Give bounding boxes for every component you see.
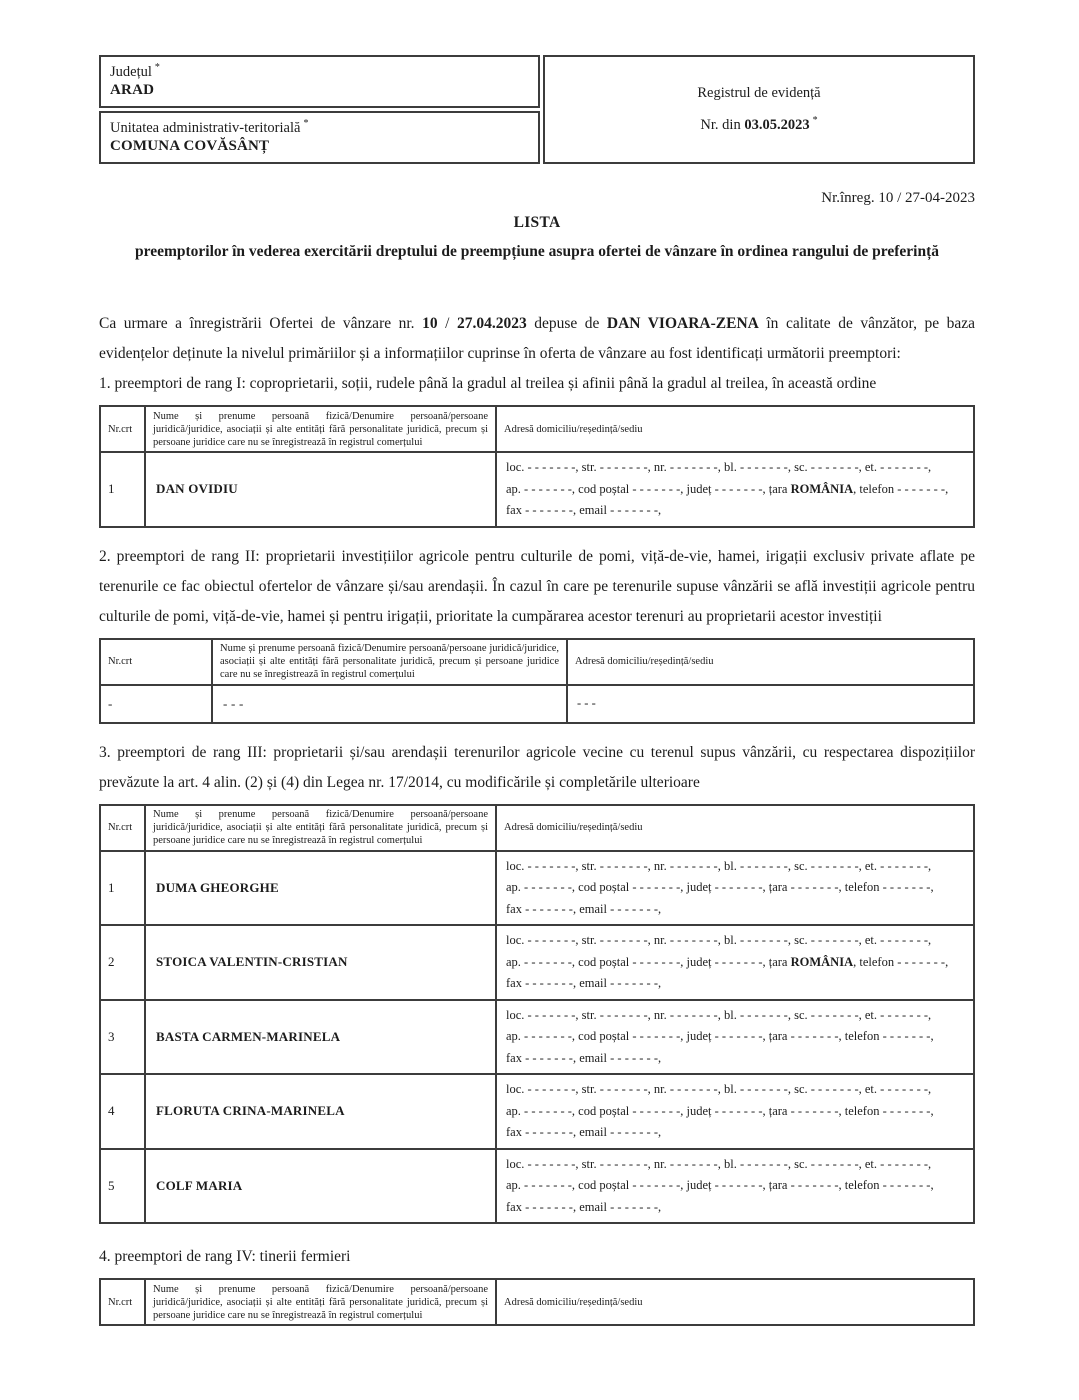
header-boxes xyxy=(99,55,975,164)
row-number-cell: 3 xyxy=(100,1000,145,1075)
table-header-row xyxy=(100,406,974,452)
column-header-name: Nume și prenume persoană fizică/Denumire persoană/persoane juridică/juridice, asociații și alte entități fără personalitate juridică, precum și persoane juridice care nu se înregistrează în registrul comerțului xyxy=(145,1279,496,1325)
table-row xyxy=(100,685,974,723)
address-cell xyxy=(496,925,974,1000)
intro-paragraph xyxy=(99,309,975,369)
row-number-cell: 1 xyxy=(100,452,145,527)
address-line1: loc. - - - - - - -, str. - - - - - - -, nr. - - - - - - -, bl. - - - - - - -, sc. - - - - - - -, et. - - - - - - -, xyxy=(506,460,932,474)
registry-box xyxy=(543,55,975,164)
registry-prefix: Nr. din xyxy=(700,116,745,133)
preemptor-name-cell: BASTA CARMEN-MARINELA xyxy=(145,1000,496,1075)
address-line xyxy=(506,877,967,899)
registry-number-line xyxy=(700,107,817,139)
address-line xyxy=(506,856,967,878)
address-line2-post: , telefon - - - - - - -, xyxy=(838,1029,934,1043)
address-line2-pre: ap. - - - - - - -, cod poștal - - - - - - -, județ - - - - - - -, țara xyxy=(506,880,791,894)
address-cell xyxy=(496,1149,974,1224)
rank3-section-intro: 3. preemptori de rang III: proprietarii și/sau arendașii terenurilor agricole vecine cu terenul supus vânzării, cu respectarea dispozițiilor prevăzute la art. 4 alin. (2) și (4) din Legea nr. 17/2014, cu modificările și completările ulterioare xyxy=(99,743,975,791)
document-title: LISTA xyxy=(513,214,561,231)
address-line xyxy=(506,500,967,522)
rank1-table xyxy=(99,405,975,528)
address-line2-pre: ap. - - - - - - -, cod poștal - - - - - - -, județ - - - - - - -, țara xyxy=(506,481,791,496)
address-line2-pre: ap. - - - - - - -, cod poștal - - - - - - -, județ - - - - - - -, țara xyxy=(506,1029,791,1043)
address-line xyxy=(506,973,967,995)
seller-name: DAN VIOARA-ZENA xyxy=(606,315,759,332)
address-line1: loc. - - - - - - -, str. - - - - - - -, nr. - - - - - - -, bl. - - - - - - -, sc. - - - - - - -, et. - - - - - - -, xyxy=(506,1156,932,1171)
address-cell xyxy=(496,1074,974,1149)
address-line1: loc. - - - - - - -, str. - - - - - - -, nr. - - - - - - -, bl. - - - - - - -, sc. - - - - - - -, et. - - - - - - -, xyxy=(506,1082,932,1096)
rank4-section-intro: 4. preemptori de rang IV: tinerii fermieri xyxy=(99,1248,351,1265)
address-cell xyxy=(496,1000,974,1075)
address-line2-pre: ap. - - - - - - -, cod poștal - - - - - - -, județ - - - - - - -, țara xyxy=(506,1103,791,1118)
document-subtitle: preemptorilor în vederea exercitării dreptului de preempțiune asupra ofertei de vânzare în ordinea rangului de preferință xyxy=(134,243,940,260)
row-number-cell: 5 xyxy=(100,1149,145,1224)
address-line3: fax - - - - - - -, email - - - - - - -, xyxy=(506,1050,662,1065)
address-cell: - - - xyxy=(567,685,974,723)
table-row xyxy=(100,851,974,926)
county-asterisk: * xyxy=(154,62,160,73)
address-line xyxy=(506,457,967,479)
document-page xyxy=(99,0,975,1326)
preemptor-name-cell: DAN OVIDIU xyxy=(145,452,496,527)
table-row xyxy=(100,452,974,527)
address-line3: fax - - - - - - -, email - - - - - - -, xyxy=(506,976,662,990)
column-header-name: Nume și prenume persoană fizică/Denumire persoană/persoane juridică/juridice, asociații și alte entități fără personalitate juridică, precum și persoane juridice care nu se înregistrează în registrul comerțului xyxy=(145,805,496,851)
row-number-cell: 1 xyxy=(100,851,145,926)
preemptor-name-cell: - - - xyxy=(212,685,567,723)
intro-separator: / xyxy=(437,315,457,332)
intro-text: depuse de xyxy=(526,315,607,332)
address-country: ROMÂNIA xyxy=(790,954,854,969)
address-line2-post: , telefon - - - - - - -, xyxy=(853,481,949,496)
address-line xyxy=(506,930,967,952)
preemptor-name-cell: STOICA VALENTIN-CRISTIAN xyxy=(145,925,496,1000)
address-line xyxy=(506,1026,967,1048)
address-line xyxy=(506,1048,967,1070)
intro-text: în calitate de vânzător, pe baza evidențelor deținute la nivelul primăriilor și a informațiilor cuprinse în oferta de vânzare au fost identificați următorii preemptori: xyxy=(99,315,976,362)
address-line3: fax - - - - - - -, email - - - - - - -, xyxy=(506,901,662,916)
address-country: ROMÂNIA xyxy=(790,481,854,496)
county-value: ARAD xyxy=(110,81,155,98)
uat-value: COMUNA COVĂSÂNȚ xyxy=(110,137,270,154)
header-left-column xyxy=(99,55,540,164)
registry-asterisk: * xyxy=(812,115,818,127)
table-row xyxy=(100,1000,974,1075)
address-cell xyxy=(496,452,974,527)
column-header-nr: Nr.crt xyxy=(100,639,212,685)
preemptor-name-cell: COLF MARIA xyxy=(145,1149,496,1224)
table-header-row xyxy=(100,805,974,851)
address-line xyxy=(506,899,967,921)
row-number-cell: 2 xyxy=(100,925,145,1000)
address-line xyxy=(506,1197,967,1219)
rank2-table xyxy=(99,638,975,724)
address-line1: loc. - - - - - - -, str. - - - - - - -, nr. - - - - - - -, bl. - - - - - - -, sc. - - - - - - -, et. - - - - - - -, xyxy=(506,933,932,947)
offer-date: 27.04.2023 xyxy=(456,315,527,332)
table-row xyxy=(100,1074,974,1149)
address-line2-pre: ap. - - - - - - -, cod poștal - - - - - - -, județ - - - - - - -, țara xyxy=(506,954,791,969)
column-header-address: Adresă domiciliu/reședință/sediu xyxy=(496,1279,974,1325)
column-header-name: Nume și prenume persoană fizică/Denumire persoană/persoane juridică/juridice, asociații și alte entități fără personalitate juridică, precum și persoane juridice care nu se înregistrează în registrul comerțului xyxy=(145,406,496,452)
address-line xyxy=(506,1079,967,1101)
registration-number-line: Nr.înreg. 10 / 27-04-2023 xyxy=(821,190,975,206)
address-line3: fax - - - - - - -, email - - - - - - -, xyxy=(506,1199,662,1214)
offer-number: 10 xyxy=(422,315,438,332)
address-country: - - - - - - - xyxy=(790,1029,839,1043)
address-line2-pre: ap. - - - - - - -, cod poștal - - - - - - -, județ - - - - - - -, țara xyxy=(506,1178,791,1192)
county-label xyxy=(110,62,529,81)
address-country: - - - - - - - xyxy=(790,880,839,894)
address-line xyxy=(506,1005,967,1027)
preemptor-name-cell: DUMA GHEORGHE xyxy=(145,851,496,926)
address-line xyxy=(506,1154,967,1176)
uat-label-text: Unitatea administrativ-teritorială xyxy=(110,119,301,136)
rank2-section-intro: 2. preemptori de rang II: proprietarii investițiilor agricole pentru culturile de pomi, viță-de-vie, hamei, irigații exclusiv private aflate pe terenurile ce fac obiectul ofertelor de vânzare și/sau arendașii. În cazul în care pe terenurile supuse vânzării se află investiții agricole pentru culturile de pomi, viță-de-vie, hamei și pentru irigații, prioritate la cumpărarea acestor terenuri au proprietarii acestor investiții xyxy=(99,547,975,625)
address-line2-post: , telefon - - - - - - -, xyxy=(838,880,934,894)
column-header-address: Adresă domiciliu/reședință/sediu xyxy=(567,639,974,685)
address-line1: loc. - - - - - - -, str. - - - - - - -, nr. - - - - - - -, bl. - - - - - - -, sc. - - - - - - -, et. - - - - - - -, xyxy=(506,1007,932,1022)
preemptor-name-cell: FLORUTA CRINA-MARINELA xyxy=(145,1074,496,1149)
registry-title: Registrul de evidență xyxy=(697,85,821,102)
address-country: - - - - - - - xyxy=(790,1103,839,1118)
address-line2-post: , telefon - - - - - - -, xyxy=(853,954,949,969)
registry-date: 03.05.2023 xyxy=(744,116,810,133)
address-line xyxy=(506,1101,967,1123)
address-line xyxy=(506,1122,967,1144)
uat-asterisk: * xyxy=(303,118,309,129)
column-header-address: Adresă domiciliu/reședință/sediu xyxy=(496,406,974,452)
address-country: - - - - - - - xyxy=(790,1178,839,1192)
address-line1: loc. - - - - - - -, str. - - - - - - -, nr. - - - - - - -, bl. - - - - - - -, sc. - - - - - - -, et. - - - - - - -, xyxy=(506,858,932,873)
row-number-cell: 4 xyxy=(100,1074,145,1149)
address-line2-post: , telefon - - - - - - -, xyxy=(838,1178,934,1192)
address-line xyxy=(506,952,967,974)
rank3-table xyxy=(99,804,975,1225)
address-line3: fax - - - - - - -, email - - - - - - -, xyxy=(506,1125,662,1139)
table-header-row xyxy=(100,1279,974,1325)
address-line3: fax - - - - - - -, email - - - - - - -, xyxy=(506,503,662,517)
rank4-table xyxy=(99,1278,975,1326)
column-header-nr: Nr.crt xyxy=(100,805,145,851)
table-row xyxy=(100,925,974,1000)
column-header-nr: Nr.crt xyxy=(100,1279,145,1325)
address-line2-post: , telefon - - - - - - -, xyxy=(838,1103,934,1118)
uat-box xyxy=(99,111,540,164)
rank1-section-intro: 1. preemptori de rang I: coproprietarii, soții, rudele până la gradul al treilea și afinii până la gradul al treilea, în această ordine xyxy=(99,375,877,392)
address-line xyxy=(506,479,967,501)
county-label-text: Județul xyxy=(110,63,152,80)
county-box xyxy=(99,55,540,108)
column-header-name: Nume și prenume persoană fizică/Denumire persoană/persoane juridică/juridice, asociații și alte entități fără personalitate juridică, precum și persoane juridice care nu se înregistrează în registrul comerțului xyxy=(212,639,567,685)
address-cell xyxy=(496,851,974,926)
table-row xyxy=(100,1149,974,1224)
row-number-cell: - xyxy=(100,685,212,723)
column-header-nr: Nr.crt xyxy=(100,406,145,452)
table-header-row xyxy=(100,639,974,685)
address-line xyxy=(506,1175,967,1197)
column-header-address: Adresă domiciliu/reședință/sediu xyxy=(496,805,974,851)
intro-text: Ca urmare a înregistrării Ofertei de vânzare nr. xyxy=(99,315,423,332)
uat-label xyxy=(110,118,529,137)
